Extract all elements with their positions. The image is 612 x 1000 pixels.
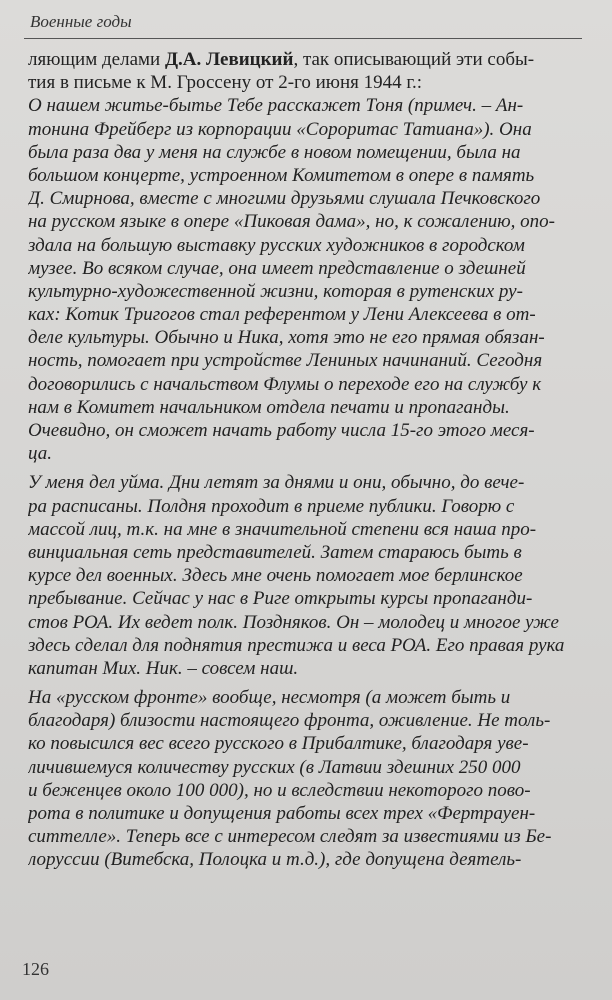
quote-line: Очевидно, он сможет начать работу числа 15-го этого меся- [28, 420, 535, 441]
quote-line: стов РОА. Их ведет полк. Поздняков. Он – молодец и многое уже [28, 611, 559, 633]
quote-line: деле культуры. Обычно и Ника, хотя это не его прямая обязан- [28, 327, 545, 349]
quote-line: здесь сделал для поднятия престижа и веса РОА. Его правая рука [28, 634, 565, 656]
quote-line: ко повысился вес всего русского в Прибалтике, благодаря уве- [28, 733, 529, 755]
body-text [28, 48, 598, 872]
quote-line: ность, помогает при устройстве Лениных начинаний. Сегодня [28, 350, 543, 372]
letter-quote [28, 94, 598, 871]
quote-line: культурно-художественной жизни, которая в рутенских ру- [28, 280, 523, 302]
author-name: Д.А. Левицкий [164, 49, 294, 70]
quote-line: и беженцев около 100 000), но и вследствии некоторого пово- [28, 779, 531, 801]
quote-line: ситтелле». Теперь все с интересом следят за известиями из Бе- [28, 826, 552, 848]
quote-line: благодаря) близости настоящего фронта, оживление. Не толь- [28, 710, 551, 732]
quote-line: ках: Котик Тригогов стал референтом у Лени Алексеева в от- [28, 304, 536, 326]
quote-line: на русском языке в опере «Пиковая дама», но, к сожалению, опо- [28, 211, 555, 233]
quote-line: О нашем житье-бытье Тебе расскажет Тоня (примеч. – Ан- [28, 95, 524, 117]
page-number: 126 [22, 959, 49, 979]
quote-line: нам в Комитет начальником отдела печати и пропаганды. [28, 396, 510, 418]
quote-line: капитан Мих. Ник. – совсем наш. [28, 657, 299, 679]
quote-line: личившемуся количеству русских (в Латвии здешних 250 000 [28, 756, 521, 778]
quote-line: У меня дел уйма. Дни летят за днями и они, обычно, до вече- [28, 472, 525, 494]
quote-line: винциальная сеть представителей. Затем стараюсь быть в [28, 541, 522, 563]
quote-line: ца. [28, 443, 52, 465]
quote-line: большом концерте, устроенном Комитетом в опере в память [28, 164, 535, 186]
quote-line: тонина Фрейберг из корпорации «Сороритас Татиана»). Она [28, 118, 532, 140]
intro-line-2: тия в письме к М. Гроссену от 2-го июня 1944 г.: [28, 72, 423, 94]
quote-line: музее. Во всяком случае, она имеет представление о здешней [28, 257, 526, 279]
quote-line: договорились с начальством Флумы о переходе его на службу к [28, 373, 542, 395]
running-head: Военные годы [30, 12, 132, 31]
header-rule [24, 38, 582, 39]
intro-text: , так описывающий эти собы- [293, 49, 535, 70]
quote-line: рота в политике и допущения работы всех трех «Фертрауен- [28, 803, 536, 824]
intro-line-1 [28, 48, 598, 71]
quote-line: курсе дел военных. Здесь мне очень помогает мое берлинское [28, 565, 523, 587]
quote-line: На «русском фронте» вообще, несмотря (а может быть и [28, 687, 511, 709]
quote-line: здала на большую выставку русских художников в городском [28, 234, 525, 256]
intro-text: ляющим делами [28, 49, 165, 70]
quote-line: лоруссии (Витебска, Полоцка и т.д.), где допущена деятель- [28, 849, 522, 871]
quote-line: массой лиц, т.к. на мне в значительной степени вся наша про- [28, 518, 537, 540]
quote-line: пребывание. Сейчас у нас в Риге открыты курсы пропаганди- [28, 588, 533, 610]
quote-line: ра расписаны. Полдня проходит в приеме публики. Говорю с [28, 495, 515, 517]
quote-line: была раза два у меня на службе в новом помещении, была на [28, 141, 521, 163]
quote-line: Д. Смирнова, вместе с многими друзьями слушала Печковского [28, 188, 541, 210]
